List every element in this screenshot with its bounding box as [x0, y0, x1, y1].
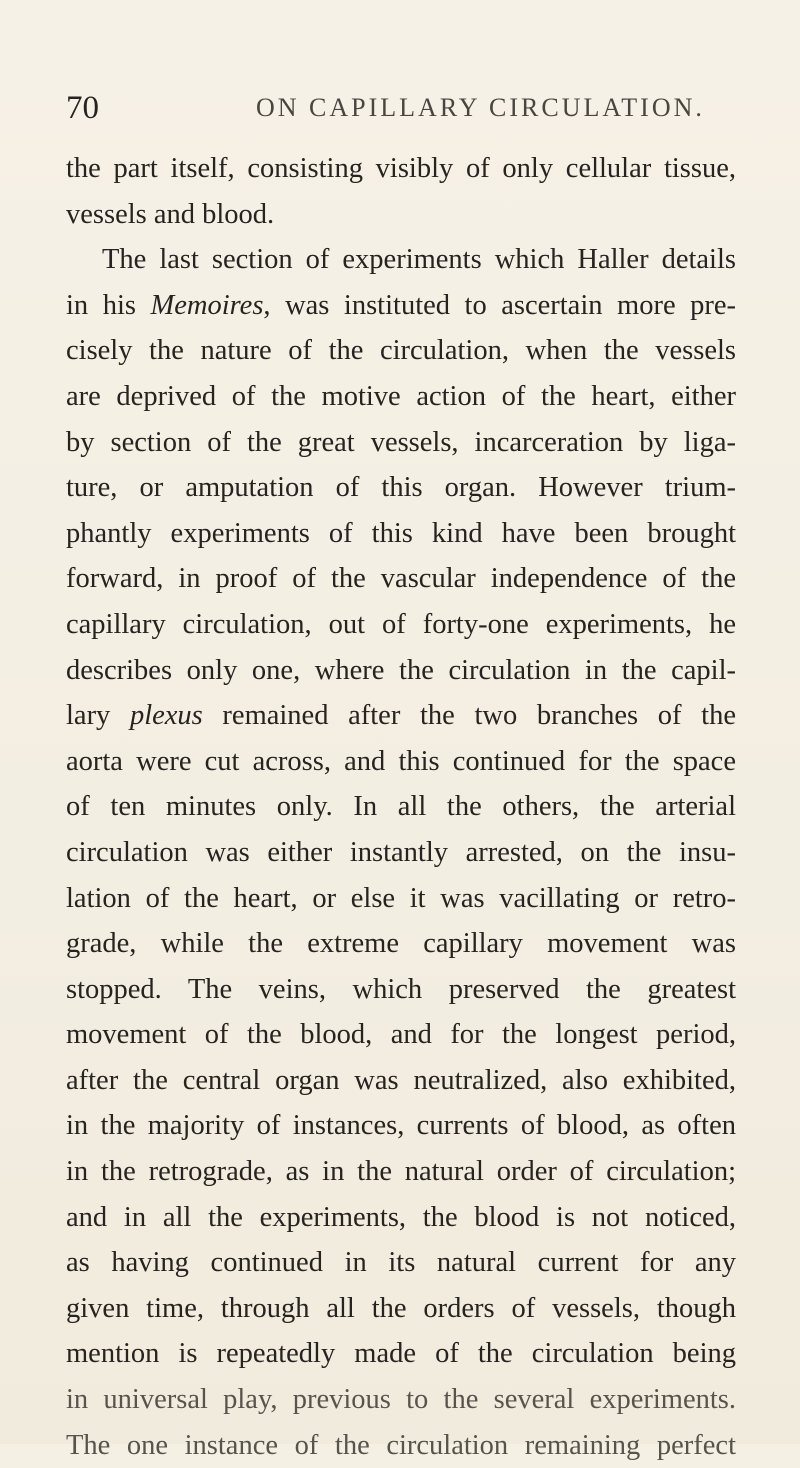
text-line: by section of the great vessels, incarceration by liga- [66, 426, 736, 458]
text-line: the part itself, consisting visibly of only cellular tissue, [66, 153, 736, 184]
text-line: aorta were cut across, and this continued for the space [66, 745, 736, 777]
text-run: remained after the two branches of the [202, 700, 736, 732]
text-line [66, 693, 736, 739]
text-line: are deprived of the motive action of the heart, either [66, 380, 736, 412]
text-line: ture, or amputation of this organ. However trium- [66, 472, 736, 504]
text-line: phantly experiments of this kind have been brought [66, 517, 736, 549]
text-line: after the central organ was neutralized, also exhibited, [66, 1064, 736, 1096]
text-line: and in all the experiments, the blood is not noticed, [66, 1201, 736, 1233]
italic-term: plexus [129, 700, 203, 732]
text-line: in universal play, previous to the several experiments. [66, 1384, 736, 1416]
text-line: grade, while the extreme capillary movement was [66, 928, 736, 960]
text-line: lation of the heart, or else it was vacillating or retro- [66, 882, 736, 914]
running-head [66, 86, 734, 130]
text-line [66, 283, 736, 329]
body-text [66, 146, 736, 1468]
italic-title: Memoires [150, 289, 264, 321]
text-line: The one instance of the circulation remaining perfect [66, 1429, 736, 1461]
text-line: circulation was either instantly arrested, on the insu- [66, 836, 736, 868]
text-line: The last section of experiments which Haller details [102, 244, 736, 276]
text-run: , was instituted to ascertain more pre- [263, 289, 736, 321]
text-line: describes only one, where the circulation in the capil- [66, 654, 736, 686]
page-number: 70 [66, 90, 99, 126]
text-line: in the majority of instances, currents of blood, as often [66, 1110, 736, 1142]
text-line: capillary circulation, out of forty-one experiments, he [66, 608, 736, 640]
text-run: in his [66, 289, 151, 321]
text-run: lary [66, 700, 130, 732]
text-line: forward, in proof of the vascular independence of the [66, 563, 736, 595]
running-head-title: ON CAPILLARY CIRCULATION. [256, 93, 705, 122]
text-line: in the retrograde, as in the natural order of circulation; [66, 1156, 736, 1188]
text-line: movement of the blood, and for the longest period, [66, 1019, 736, 1051]
text-line: mention is repeatedly made of the circulation being [66, 1338, 736, 1370]
text-line: stopped. The veins, which preserved the greatest [66, 973, 736, 1005]
text-line: cisely the nature of the circulation, when the vessels [66, 335, 736, 367]
text-line: given time, through all the orders of vessels, though [66, 1292, 736, 1324]
text-line: vessels and blood. [66, 198, 275, 230]
text-line: of ten minutes only. In all the others, the arterial [66, 791, 736, 823]
text-line: as having continued in its natural current for any [66, 1247, 736, 1279]
